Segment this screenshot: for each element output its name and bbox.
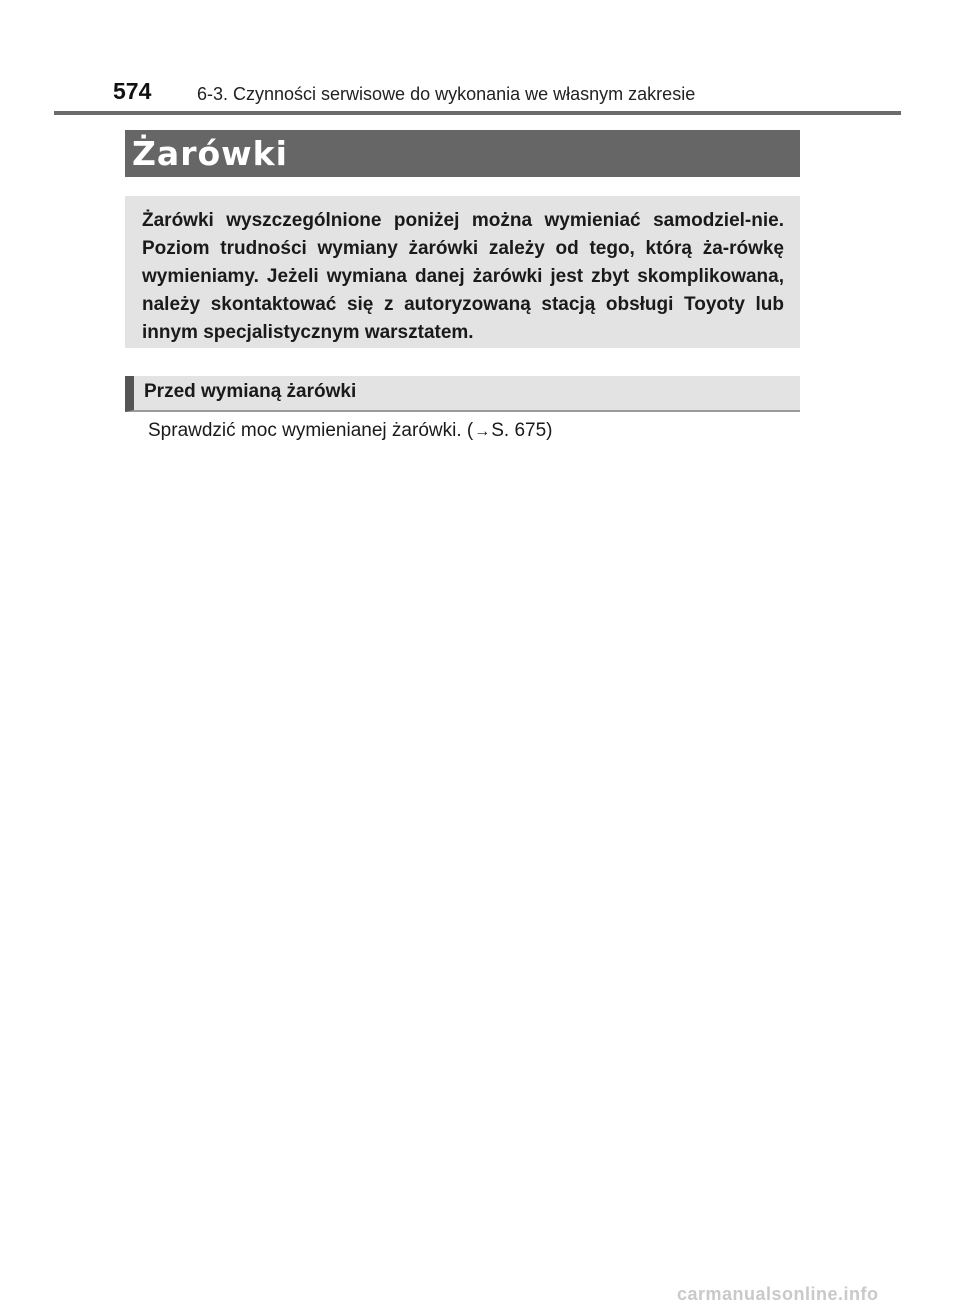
watermark: carmanualsonline.info: [677, 1284, 879, 1304]
arrow-right-icon: →: [474, 423, 491, 440]
body-paragraph: [148, 420, 552, 442]
subsection-heading: Przed wymianą żarówki: [144, 381, 357, 402]
intro-box: [125, 196, 800, 348]
page-title: Żarówki: [132, 134, 288, 173]
page-header: [0, 0, 960, 116]
section-title-bar: [125, 130, 800, 177]
intro-paragraph: Żarówki wyszczególnione poniżej można wymieniać samodziel-nie. Poziom trudności wymiany żarówki zależy od tego, którą ża-rówkę wymieniamy. Jeżeli wymiana danej żarówki jest zbyt skomplikowana, należy skontaktować się z autoryzowaną stacją obsługi Toyoty lub innym specjalistycznym warsztatem.: [142, 210, 784, 343]
subsection-heading-bar: [125, 376, 800, 412]
page-reference-link[interactable]: S. 675): [491, 420, 553, 441]
chapter-title: 6-3. Czynności serwisowe do wykonania we własnym zakresie: [197, 84, 696, 104]
header-divider: [54, 111, 901, 115]
page-number: 574: [113, 78, 152, 104]
body-text: Sprawdzić moc wymienianej żarówki. (: [148, 420, 474, 441]
